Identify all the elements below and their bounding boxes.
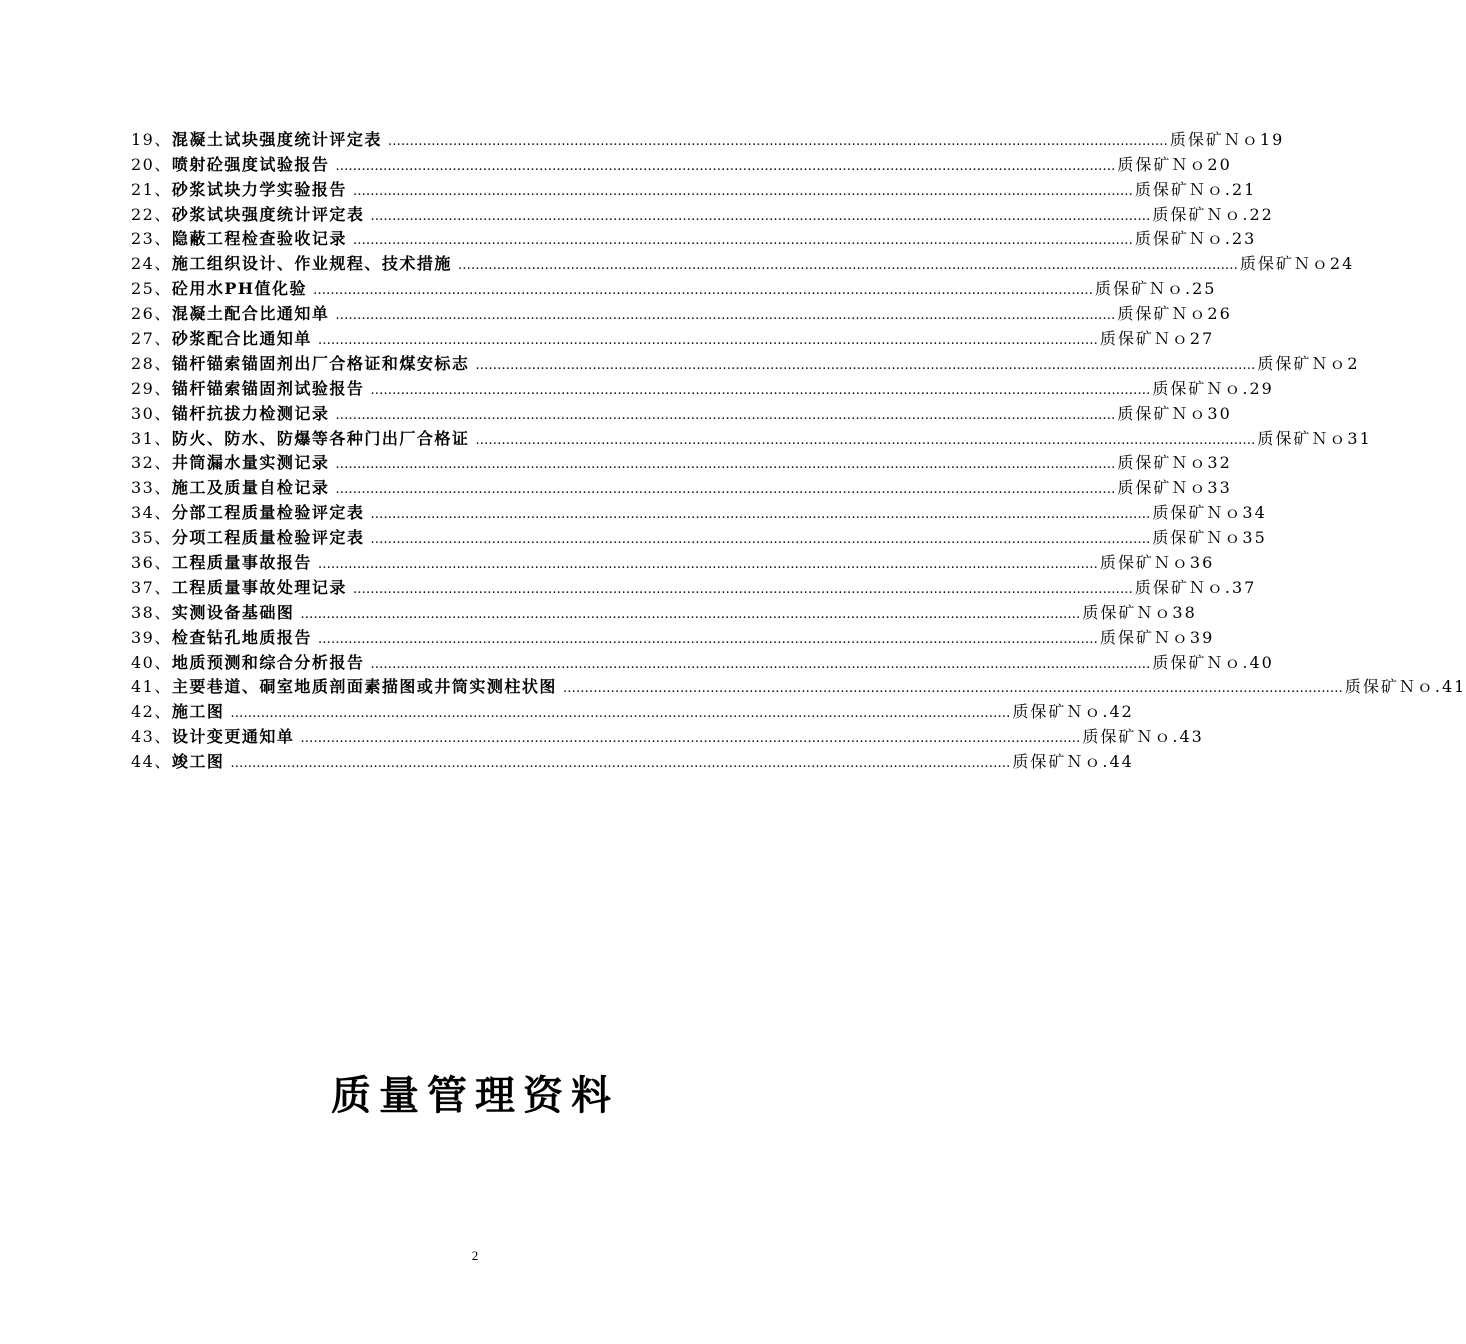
toc-item-title: 锚杆抗拔力检测记录: [171, 403, 330, 423]
toc-item-title: 井筒漏水量实测记录: [171, 453, 330, 473]
toc-item-page-ref: 质保矿Ｎｏ.25: [1095, 279, 1217, 299]
toc-item-number: 35、: [131, 528, 172, 548]
toc-row: [131, 599, 1197, 624]
toc-dot-leader: ………………………………………………………………………………………………………………………………………………………………: [230, 756, 1011, 772]
toc-item-page-ref: 质保矿Ｎｏ39: [1099, 627, 1215, 647]
toc-item-page-ref: 质保矿Ｎｏ.37: [1134, 577, 1257, 597]
toc-dot-leader: ………………………………………………………………………………………………………………………………………………………………: [352, 233, 1133, 249]
toc-item-number: 27、: [131, 329, 172, 349]
toc-item-page-ref: 质保矿Ｎｏ38: [1082, 602, 1197, 622]
toc-dot-leader: ………………………………………………………………………………………………………………………………………………………………: [300, 606, 1081, 622]
toc-dot-leader: ………………………………………………………………………………………………………………………………………………………………: [457, 258, 1238, 274]
toc-item-page-ref: 质保矿Ｎｏ35: [1152, 528, 1267, 548]
toc-row: [131, 350, 1360, 375]
toc-item-title: 砂浆试块强度统计评定表: [171, 204, 365, 224]
toc-item-number: 23、: [131, 229, 172, 249]
toc-dot-leader: ………………………………………………………………………………………………………………………………………………………………: [335, 482, 1116, 498]
toc-item-title: 施工图: [171, 702, 225, 722]
toc-row: [131, 151, 1232, 176]
toc-item-page-ref: 质保矿Ｎｏ.42: [1012, 702, 1134, 722]
toc-row: [131, 325, 1215, 350]
toc-dot-leader: ………………………………………………………………………………………………………………………………………………………………: [335, 457, 1116, 473]
toc-item-number: 40、: [131, 652, 172, 672]
toc-item-number: 30、: [131, 403, 172, 423]
toc-dot-leader: ………………………………………………………………………………………………………………………………………………………………: [370, 532, 1151, 548]
toc-item-title: 检查钻孔地质报告: [171, 627, 312, 647]
toc-item-page-ref: 质保矿Ｎｏ36: [1099, 553, 1215, 573]
toc-item-number: 36、: [131, 553, 172, 573]
toc-dot-leader: ………………………………………………………………………………………………………………………………………………………………: [335, 308, 1116, 324]
toc-item-page-ref: 质保矿Ｎｏ20: [1117, 154, 1232, 174]
toc-item-page-ref: 质保矿Ｎｏ32: [1117, 453, 1232, 473]
toc-item-title: 混凝土试块强度统计评定表: [171, 129, 382, 149]
toc-dot-leader: ………………………………………………………………………………………………………………………………………………………………: [370, 382, 1151, 398]
toc-item-number: 20、: [131, 154, 172, 174]
toc-dot-leader: ………………………………………………………………………………………………………………………………………………………………: [335, 158, 1116, 174]
toc-row: [131, 300, 1232, 325]
toc-item-title: 锚杆锚索锚固剂试验报告: [171, 378, 365, 398]
toc-item-title: 锚杆锚索锚固剂出厂合格证和煤安标志: [171, 353, 470, 373]
toc-row: [131, 400, 1232, 425]
toc-item-number: 32、: [131, 453, 172, 473]
toc-item-number: 37、: [131, 577, 172, 597]
toc-item-page-ref: 质保矿Ｎｏ.41: [1344, 677, 1466, 697]
toc-item-number: 33、: [131, 478, 172, 498]
toc-item-number: 22、: [131, 204, 172, 224]
toc-dot-leader: ………………………………………………………………………………………………………………………………………………………………: [562, 681, 1343, 697]
toc-item-page-ref: 质保矿Ｎｏ.23: [1134, 229, 1257, 249]
toc-item-number: 28、: [131, 353, 172, 373]
toc-dot-leader: ………………………………………………………………………………………………………………………………………………………………: [352, 183, 1133, 199]
toc-item-number: 24、: [131, 254, 172, 274]
toc-row: [131, 126, 1285, 151]
toc-row: [131, 425, 1372, 450]
toc-item-title: 施工及质量自检记录: [171, 478, 330, 498]
toc-row: [131, 375, 1274, 400]
toc-item-page-ref: 质保矿Ｎｏ34: [1152, 503, 1267, 523]
toc-item-page-ref: 质保矿Ｎｏ31: [1257, 428, 1372, 448]
toc-item-number: 26、: [131, 304, 172, 324]
toc-dot-leader: ………………………………………………………………………………………………………………………………………………………………: [230, 706, 1011, 722]
toc-row: [131, 450, 1232, 475]
toc-item-title: 实测设备基础图: [171, 602, 295, 622]
toc-item-title: 砼用水PH值化验: [171, 279, 308, 299]
toc-item-number: 44、: [131, 752, 172, 772]
toc-row: [131, 275, 1217, 300]
toc-item-number: 19、: [131, 129, 172, 149]
toc-item-number: 31、: [131, 428, 172, 448]
toc-item-number: 43、: [131, 727, 172, 747]
toc-item-page-ref: 质保矿Ｎｏ.21: [1134, 179, 1257, 199]
toc-item-title: 主要巷道、硐室地质剖面素描图或井筒实测柱状图: [171, 677, 557, 697]
toc-row: [131, 524, 1267, 549]
toc-item-page-ref: 质保矿Ｎｏ.29: [1152, 378, 1274, 398]
toc-item-number: 21、: [131, 179, 172, 199]
toc-item-title: 竣工图: [171, 752, 225, 772]
toc-item-page-ref: 质保矿Ｎｏ2: [1257, 353, 1360, 373]
toc-item-title: 分项工程质量检验评定表: [171, 528, 365, 548]
toc-item-number: 25、: [131, 279, 172, 299]
toc-item-title: 设计变更通知单: [171, 727, 295, 747]
table-of-contents: [131, 126, 1466, 773]
toc-item-title: 防火、防水、防爆等各种门出厂合格证: [171, 428, 470, 448]
toc-item-title: 隐蔽工程检查验收记录: [171, 229, 347, 249]
toc-item-page-ref: 质保矿Ｎｏ19: [1169, 129, 1285, 149]
toc-row: [131, 574, 1257, 599]
toc-row: [131, 250, 1355, 275]
toc-item-page-ref: 质保矿Ｎｏ33: [1117, 478, 1232, 498]
toc-item-page-ref: 质保矿Ｎｏ.44: [1012, 752, 1134, 772]
section-title: 质量管理资料: [331, 1072, 619, 1119]
toc-item-page-ref: 质保矿Ｎｏ.43: [1082, 727, 1204, 747]
toc-dot-leader: ………………………………………………………………………………………………………………………………………………………………: [317, 557, 1098, 573]
toc-row: [131, 176, 1257, 201]
toc-row: [131, 549, 1215, 574]
toc-dot-leader: ………………………………………………………………………………………………………………………………………………………………: [370, 507, 1151, 523]
toc-item-number: 39、: [131, 627, 172, 647]
toc-dot-leader: ………………………………………………………………………………………………………………………………………………………………: [335, 407, 1116, 423]
toc-dot-leader: ………………………………………………………………………………………………………………………………………………………………: [370, 208, 1151, 224]
toc-dot-leader: ………………………………………………………………………………………………………………………………………………………………: [313, 283, 1094, 299]
toc-item-title: 工程质量事故报告: [171, 553, 312, 573]
toc-item-page-ref: 质保矿Ｎｏ27: [1099, 329, 1215, 349]
toc-row: [131, 674, 1466, 699]
toc-dot-leader: ………………………………………………………………………………………………………………………………………………………………: [352, 581, 1133, 597]
toc-row: [131, 698, 1134, 723]
toc-item-title: 砂浆配合比通知单: [171, 329, 312, 349]
toc-row: [131, 474, 1232, 499]
toc-item-title: 地质预测和综合分析报告: [171, 652, 365, 672]
toc-item-number: 42、: [131, 702, 172, 722]
toc-dot-leader: ………………………………………………………………………………………………………………………………………………………………: [317, 631, 1098, 647]
toc-item-page-ref: 质保矿Ｎｏ30: [1117, 403, 1232, 423]
toc-dot-leader: ………………………………………………………………………………………………………………………………………………………………: [387, 133, 1168, 149]
toc-item-page-ref: 质保矿Ｎｏ26: [1117, 304, 1232, 324]
toc-row: [131, 226, 1257, 251]
toc-item-title: 分部工程质量检验评定表: [171, 503, 365, 523]
toc-item-title: 砂浆试块力学实验报告: [171, 179, 347, 199]
toc-item-number: 41、: [131, 677, 172, 697]
toc-dot-leader: ………………………………………………………………………………………………………………………………………………………………: [475, 357, 1256, 373]
toc-item-number: 38、: [131, 602, 172, 622]
toc-item-number: 34、: [131, 503, 172, 523]
toc-item-page-ref: 质保矿Ｎｏ.22: [1152, 204, 1274, 224]
page-number: 2: [471, 1248, 479, 1263]
toc-row: [131, 201, 1274, 226]
toc-dot-leader: ………………………………………………………………………………………………………………………………………………………………: [300, 731, 1081, 747]
toc-dot-leader: ………………………………………………………………………………………………………………………………………………………………: [475, 432, 1256, 448]
toc-dot-leader: ………………………………………………………………………………………………………………………………………………………………: [317, 333, 1098, 349]
toc-dot-leader: ………………………………………………………………………………………………………………………………………………………………: [370, 656, 1151, 672]
toc-row: [131, 499, 1267, 524]
toc-item-page-ref: 质保矿Ｎｏ24: [1239, 254, 1355, 274]
toc-row: [131, 748, 1134, 773]
toc-item-title: 混凝土配合比通知单: [171, 304, 330, 324]
toc-item-number: 29、: [131, 378, 172, 398]
toc-item-page-ref: 质保矿Ｎｏ.40: [1152, 652, 1274, 672]
toc-item-title: 施工组织设计、作业规程、技术措施: [171, 254, 452, 274]
toc-item-title: 工程质量事故处理记录: [171, 577, 347, 597]
toc-row: [131, 649, 1274, 674]
toc-row: [131, 624, 1215, 649]
toc-row: [131, 723, 1204, 748]
toc-item-title: 喷射砼强度试验报告: [171, 154, 330, 174]
